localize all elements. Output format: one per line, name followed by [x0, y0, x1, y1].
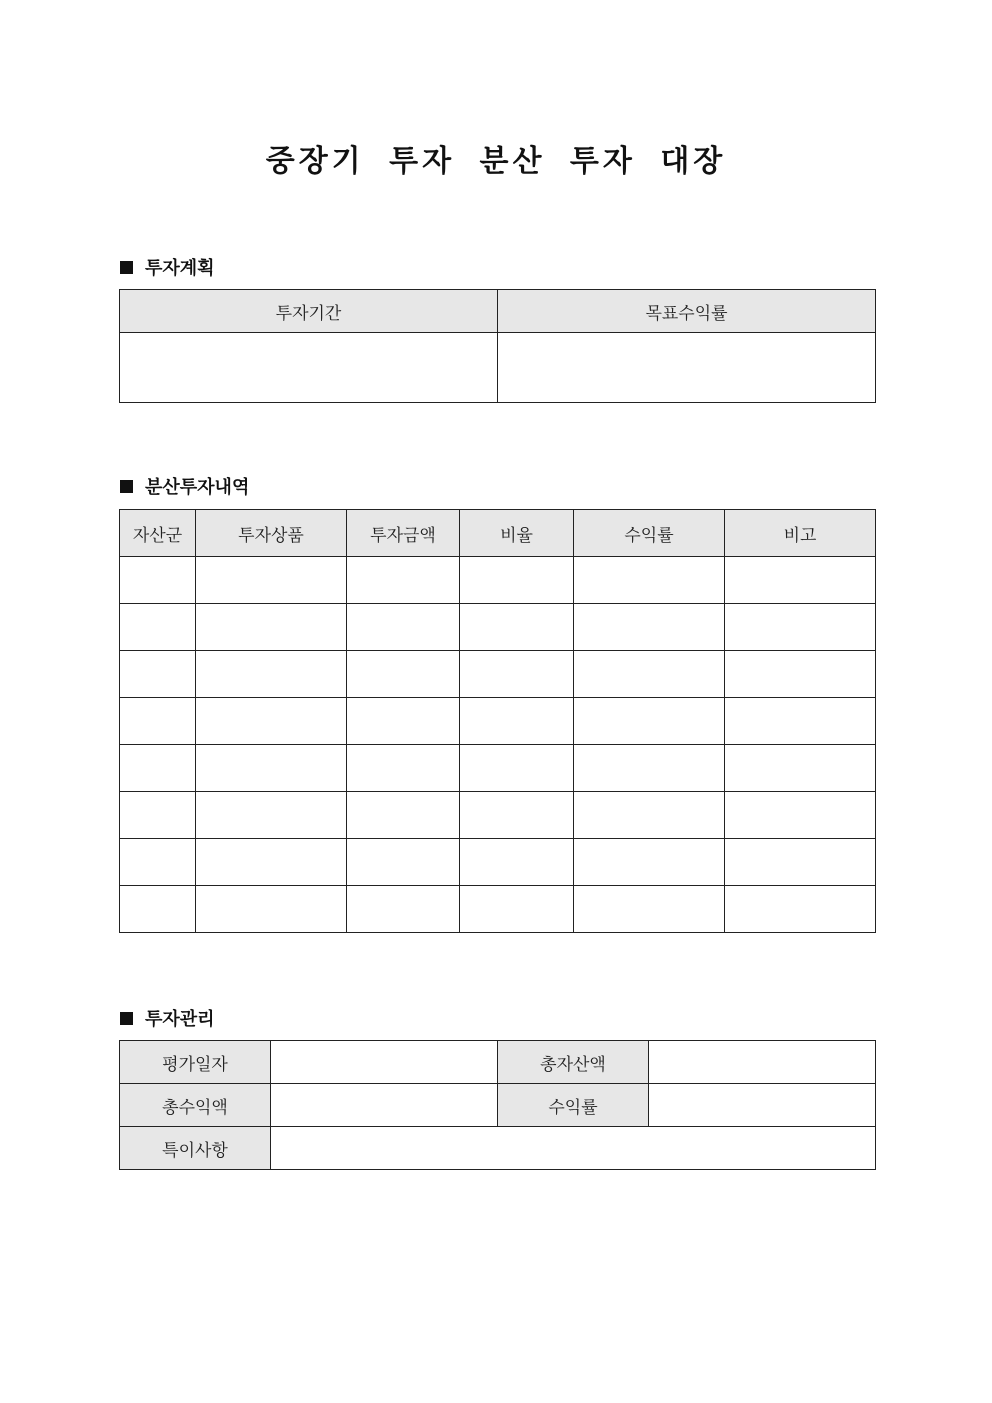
label-total-assets: 총자산액 [498, 1041, 649, 1084]
table-cell[interactable] [460, 604, 574, 651]
table-row [120, 557, 876, 604]
table-cell[interactable] [120, 745, 196, 792]
table-cell[interactable] [196, 651, 347, 698]
square-bullet-icon [120, 261, 133, 274]
table-row [120, 745, 876, 792]
table-cell[interactable] [120, 886, 196, 933]
header-ratio: 비율 [460, 510, 574, 557]
table-cell[interactable] [574, 698, 725, 745]
table-cell[interactable] [196, 792, 347, 839]
table-cell[interactable] [196, 698, 347, 745]
table-cell[interactable] [574, 792, 725, 839]
table-cell[interactable] [460, 698, 574, 745]
table-cell[interactable] [347, 839, 460, 886]
table-cell[interactable] [460, 745, 574, 792]
label-total-profit: 총수익액 [120, 1084, 271, 1127]
plan-table [119, 289, 876, 403]
table-cell[interactable] [120, 839, 196, 886]
table-cell[interactable] [725, 557, 876, 604]
table-cell[interactable] [196, 557, 347, 604]
distribution-rows [120, 557, 876, 933]
eval-date-cell[interactable] [271, 1041, 498, 1084]
table-row [120, 792, 876, 839]
period-cell[interactable] [120, 333, 498, 403]
table-cell[interactable] [120, 698, 196, 745]
table-cell[interactable] [725, 745, 876, 792]
table-cell[interactable] [120, 792, 196, 839]
return-rate-cell[interactable] [649, 1084, 876, 1127]
table-cell[interactable] [725, 698, 876, 745]
table-cell[interactable] [196, 604, 347, 651]
remarks-cell[interactable] [271, 1127, 876, 1170]
page-title: 중장기 투자 분산 투자 대장 [265, 144, 727, 179]
table-cell[interactable] [460, 792, 574, 839]
header-period: 투자기간 [120, 290, 498, 333]
table-cell[interactable] [725, 651, 876, 698]
square-bullet-icon [120, 480, 133, 493]
header-target-return: 목표수익률 [498, 290, 876, 333]
table-cell[interactable] [120, 604, 196, 651]
total-profit-cell[interactable] [271, 1084, 498, 1127]
table-cell[interactable] [347, 792, 460, 839]
section-title: 투자계획 [145, 258, 215, 279]
header-return: 수익률 [574, 510, 725, 557]
total-assets-cell[interactable] [649, 1041, 876, 1084]
table-cell[interactable] [196, 839, 347, 886]
table-row [120, 698, 876, 745]
table-cell[interactable] [725, 604, 876, 651]
table-cell[interactable] [574, 651, 725, 698]
table-row [120, 886, 876, 933]
section-title: 분산투자내역 [145, 477, 250, 498]
header-product: 투자상품 [196, 510, 347, 557]
table-cell[interactable] [196, 886, 347, 933]
table-cell[interactable] [347, 745, 460, 792]
table-cell[interactable] [725, 792, 876, 839]
table-cell[interactable] [460, 651, 574, 698]
table-cell[interactable] [460, 557, 574, 604]
label-return-rate: 수익률 [498, 1084, 649, 1127]
table-cell[interactable] [574, 557, 725, 604]
header-note: 비고 [725, 510, 876, 557]
table-cell[interactable] [574, 886, 725, 933]
table-cell[interactable] [574, 604, 725, 651]
table-cell[interactable] [460, 886, 574, 933]
management-table [119, 1040, 876, 1170]
table-cell[interactable] [347, 651, 460, 698]
table-cell[interactable] [120, 557, 196, 604]
label-eval-date: 평가일자 [120, 1041, 271, 1084]
header-asset-class: 자산군 [120, 510, 196, 557]
header-amount: 투자금액 [347, 510, 460, 557]
target-return-cell[interactable] [498, 333, 876, 403]
table-cell[interactable] [120, 651, 196, 698]
distribution-table [119, 509, 876, 933]
table-cell[interactable] [460, 839, 574, 886]
square-bullet-icon [120, 1012, 133, 1025]
table-cell[interactable] [347, 886, 460, 933]
table-cell[interactable] [347, 604, 460, 651]
table-cell[interactable] [347, 557, 460, 604]
table-cell[interactable] [725, 886, 876, 933]
table-cell[interactable] [725, 839, 876, 886]
section-heading-plan [120, 254, 215, 280]
label-remarks: 특이사항 [120, 1127, 271, 1170]
table-cell[interactable] [574, 745, 725, 792]
table-cell[interactable] [196, 745, 347, 792]
section-heading-management [120, 1005, 215, 1031]
table-row [120, 604, 876, 651]
table-cell[interactable] [574, 839, 725, 886]
table-row [120, 839, 876, 886]
section-title: 투자관리 [145, 1009, 215, 1030]
section-heading-distribution [120, 473, 249, 499]
table-cell[interactable] [347, 698, 460, 745]
table-row [120, 651, 876, 698]
